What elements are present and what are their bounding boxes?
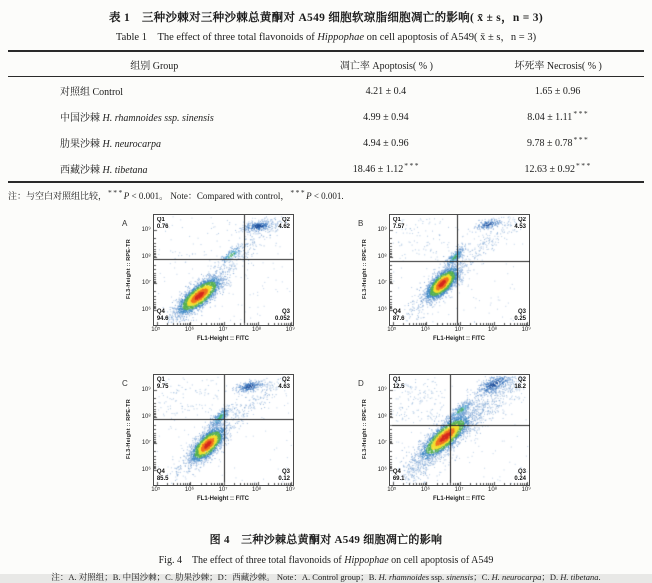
necrosis-value: 12.63 ± 0.92 <box>524 164 575 175</box>
x-tick-label: 10⁷ <box>454 487 464 493</box>
y-tick-label: 10⁶ <box>377 307 387 314</box>
quadrant-q3-value: 0.052 <box>274 316 290 322</box>
y-axis-label: FL3-Height :: RPE-TR <box>362 399 368 459</box>
significance-stars: *** <box>108 188 124 197</box>
x-axis-label: FL1-Height :: FITC <box>433 496 485 502</box>
necrosis-value: 1.65 ± 0.96 <box>534 86 581 97</box>
y-tick-label: 10⁶ <box>141 467 151 474</box>
results-table <box>8 50 644 183</box>
flow-panel <box>358 214 530 360</box>
species-name: sinensis <box>446 572 474 582</box>
quadrant-q2-label: Q2 4.62 <box>278 217 290 230</box>
quadrant-q1-value: 12.5 <box>392 384 405 390</box>
figure-footnote <box>0 571 652 583</box>
x-tick-label: 10⁶ <box>420 487 430 493</box>
table-row <box>8 155 644 182</box>
panel-letter: C <box>122 379 128 388</box>
y-tick-label: 10⁷ <box>141 280 151 287</box>
y-axis-ticks <box>135 374 153 486</box>
quadrant-q4-value: 94.6 <box>156 316 169 322</box>
panel-plot-row <box>362 374 530 486</box>
y-tick-label: 10⁶ <box>141 307 151 314</box>
x-tick-label: 10⁷ <box>218 487 228 493</box>
species-name: Hippophae <box>344 555 389 566</box>
significance-stars <box>409 135 410 144</box>
significance-stars: *** <box>573 109 590 118</box>
x-tick-label: 10⁹ <box>521 487 531 493</box>
table-footnote <box>8 188 644 202</box>
table-title-en <box>0 29 652 44</box>
y-axis-label: FL3-Height :: RPE-TR <box>362 239 368 299</box>
y-tick-label: 10⁹ <box>141 226 151 233</box>
quadrant-q2-label: Q2 4.63 <box>278 377 290 390</box>
necrosis-cell <box>472 103 644 129</box>
scatter-canvas <box>154 215 294 325</box>
apoptosis-value: 4.21 ± 0.4 <box>365 86 407 97</box>
quadrant-q1-label: Q1 9.75 <box>156 377 169 390</box>
necrosis-value: 8.04 ± 1.11 <box>527 112 573 123</box>
table-row <box>8 103 644 129</box>
flow-panel <box>122 214 294 360</box>
x-tick-label: 10⁵ <box>387 487 397 493</box>
x-tick-label: 10⁷ <box>454 327 464 333</box>
quadrant-q3-label: Q3 0.052 <box>274 309 290 322</box>
table-title-en-text: Table 1 The effect of three total flavonoids of <box>115 32 318 43</box>
figure-caption-en <box>0 551 652 566</box>
necrosis-cell <box>472 77 644 104</box>
quadrant-q1-value: 7.57 <box>392 224 405 230</box>
apoptosis-cell <box>301 129 473 155</box>
y-tick-label: 10⁶ <box>377 467 387 474</box>
group-cell <box>8 155 301 182</box>
quadrant-q1-label: Q1 0.76 <box>156 217 169 230</box>
x-axis-label: FL1-Height :: FITC <box>433 336 485 342</box>
species-name: Hippophae <box>317 32 364 43</box>
apoptosis-value: 4.99 ± 0.94 <box>363 112 409 123</box>
y-tick-label: 10⁷ <box>377 280 387 287</box>
panel-letter: A <box>122 219 128 228</box>
y-tick-label: 10⁷ <box>141 440 151 447</box>
scatter-canvas <box>154 375 294 485</box>
necrosis-cell <box>472 155 644 182</box>
group-name-zh: 西藏沙棘 <box>60 164 100 176</box>
scatter-plot-box <box>389 374 530 486</box>
col-header-group: 组别 Group <box>130 61 179 72</box>
footnote-text: 注：A. 对照组；B. 中国沙棘；C. 肋果沙棘；D：西藏沙棘。 <box>51 572 277 582</box>
quadrant-q3-value: 0.24 <box>514 476 526 482</box>
species-name: H. tibetana <box>102 164 148 176</box>
group-cell <box>8 77 301 104</box>
x-tick-label: 10⁸ <box>251 327 262 333</box>
scatter-canvas <box>390 215 530 325</box>
table-header-row <box>8 51 644 77</box>
table-row <box>8 77 644 104</box>
caption-text: Fig. 4 The effect of three total flavonoids of <box>158 555 345 566</box>
species-name: H. neurocarpa <box>102 138 162 150</box>
significance-stars <box>409 109 410 118</box>
species-name: H. neurocarpa <box>491 572 542 582</box>
y-tick-label: 10⁹ <box>377 226 387 233</box>
table-titles <box>0 0 652 44</box>
group-cell <box>8 103 301 129</box>
table-title-en-text: on cell apoptosis of A549( x̄ ± s，n = 3) <box>364 32 537 43</box>
quadrant-q2-label: Q2 4.53 <box>514 217 526 230</box>
quadrant-q4-label: Q4 69.1 <box>392 469 405 482</box>
y-axis-ticks <box>371 214 389 326</box>
apoptosis-cell <box>301 103 473 129</box>
apoptosis-cell <box>301 155 473 182</box>
quadrant-q2-value: 4.53 <box>514 224 526 230</box>
group-name-zh: 对照组 <box>60 86 90 98</box>
significance-stars: *** <box>573 135 590 144</box>
necrosis-value: 9.78 ± 0.78 <box>527 138 573 149</box>
quadrant-q4-value: 85.5 <box>156 476 169 482</box>
results-table-wrap <box>8 50 644 183</box>
group-cell <box>8 129 301 155</box>
x-tick-label: 10⁸ <box>487 487 498 493</box>
x-axis-label: FL1-Height :: FITC <box>197 336 249 342</box>
x-tick-label: 10⁹ <box>285 487 295 493</box>
scatter-plot-box <box>153 214 294 326</box>
scatter-canvas <box>390 375 530 485</box>
x-tick-label: 10⁹ <box>521 327 531 333</box>
group-name-zh: 肋果沙棘 <box>60 138 100 150</box>
group-name-roman: Control <box>92 86 124 98</box>
significance-stars: *** <box>404 161 421 170</box>
y-tick-label: 10⁸ <box>141 413 151 420</box>
table-row <box>8 129 644 155</box>
x-tick-label: 10⁷ <box>218 327 228 333</box>
group-name-zh: 中国沙棘 <box>60 112 100 124</box>
caption-text: on cell apoptosis of A549 <box>388 555 494 566</box>
x-tick-label: 10⁹ <box>285 327 295 333</box>
p-symbol: P <box>123 191 130 201</box>
footnote-text: ；C. <box>473 572 492 582</box>
x-axis-label: FL1-Height :: FITC <box>197 496 249 502</box>
panel-letter: B <box>358 219 364 228</box>
y-tick-label: 10⁹ <box>141 386 151 393</box>
footnote-text: Note：A. Control group；B. <box>276 572 379 582</box>
flow-cytometry-figure <box>122 214 530 520</box>
footnote-text: < 0.001. <box>311 191 344 201</box>
footnote-text: 注：与空白对照组比较， <box>8 191 108 201</box>
panel-plot-row <box>126 374 294 486</box>
quadrant-q1-label: Q1 7.57 <box>392 217 405 230</box>
scatter-plot-box <box>389 214 530 326</box>
apoptosis-value: 4.94 ± 0.96 <box>363 138 409 149</box>
quadrant-q4-label: Q4 85.5 <box>156 469 169 482</box>
significance-stars: *** <box>576 161 592 170</box>
footnote-text: ssp. <box>429 572 447 582</box>
x-tick-label: 10⁶ <box>420 327 430 333</box>
quadrant-q1-value: 9.75 <box>156 384 169 390</box>
species-name: H. tibetana <box>560 572 599 582</box>
species-name: H. rhamnoides ssp. sinensis <box>102 112 214 124</box>
col-header-apoptosis: 凋亡率 Apoptosis( % ) <box>339 61 433 72</box>
quadrant-q2-value: 18.2 <box>514 384 526 390</box>
quadrant-q4-label: Q4 94.6 <box>156 309 169 322</box>
y-tick-label: 10⁷ <box>377 440 387 447</box>
y-tick-label: 10⁸ <box>377 413 387 420</box>
quadrant-q2-value: 4.62 <box>278 224 290 230</box>
quadrant-q4-value: 69.1 <box>392 476 405 482</box>
table-title-zh: 表 1 三种沙棘对三种沙棘总黄酮对 A549 细胞软琼脂细胞凋亡的影响( x̄ ± s，n = 3) <box>109 12 543 24</box>
significance-stars: *** <box>290 188 307 197</box>
x-tick-label: 10⁵ <box>151 487 161 493</box>
y-axis-ticks <box>371 374 389 486</box>
y-tick-label: 10⁸ <box>377 253 387 260</box>
quadrant-q1-value: 0.76 <box>156 224 169 230</box>
quadrant-q3-label: Q3 0.12 <box>278 469 290 482</box>
y-axis-label: FL3-Height :: RPE-TR <box>126 399 132 459</box>
quadrant-q4-value: 87.6 <box>392 316 405 322</box>
quadrant-q3-label: Q3 0.25 <box>514 309 526 322</box>
apoptosis-value: 18.46 ± 1.12 <box>352 164 404 175</box>
footnote-text: ；D. <box>541 572 561 582</box>
quadrant-q1-label: Q1 12.5 <box>392 377 405 390</box>
y-axis-label: FL3-Height :: RPE-TR <box>126 239 132 299</box>
quadrant-q2-value: 4.63 <box>278 384 290 390</box>
figure-caption-zh: 图 4 三种沙棘总黄酮对 A549 细胞凋亡的影响 <box>209 534 443 546</box>
significance-stars <box>406 83 407 92</box>
x-axis-ticks <box>153 487 293 496</box>
panel-letter: D <box>358 379 364 388</box>
significance-stars <box>580 83 581 92</box>
footnote-text: . <box>598 572 601 582</box>
flow-panel <box>122 374 294 520</box>
x-axis-ticks <box>153 327 293 336</box>
col-header-necrosis: 坏死率 Necrosis( % ) <box>514 61 602 72</box>
y-axis-ticks <box>135 214 153 326</box>
flow-panel <box>358 374 530 520</box>
x-axis-ticks <box>389 327 529 336</box>
panel-plot-row <box>362 214 530 326</box>
quadrant-q4-label: Q4 87.6 <box>392 309 405 322</box>
panel-plot-row <box>126 214 294 326</box>
y-tick-label: 10⁸ <box>141 253 151 260</box>
p-symbol: P <box>306 191 312 201</box>
quadrant-q3-value: 0.12 <box>278 476 290 482</box>
x-tick-label: 10⁶ <box>184 487 194 493</box>
x-axis-ticks <box>389 487 529 496</box>
x-tick-label: 10⁸ <box>251 487 262 493</box>
x-tick-label: 10⁵ <box>151 327 161 333</box>
footnote-text: < 0.001。 Note：Compared with control， <box>129 191 290 201</box>
y-tick-label: 10⁹ <box>377 386 387 393</box>
quadrant-q3-value: 0.25 <box>514 316 526 322</box>
x-tick-label: 10⁸ <box>487 327 498 333</box>
species-name: H. rhamnoides <box>378 572 430 582</box>
quadrant-q3-label: Q3 0.24 <box>514 469 526 482</box>
x-tick-label: 10⁵ <box>387 327 397 333</box>
apoptosis-cell <box>301 77 473 104</box>
quadrant-q2-label: Q2 18.2 <box>514 377 526 390</box>
scatter-plot-box <box>153 374 294 486</box>
x-tick-label: 10⁶ <box>184 327 194 333</box>
necrosis-cell <box>472 129 644 155</box>
